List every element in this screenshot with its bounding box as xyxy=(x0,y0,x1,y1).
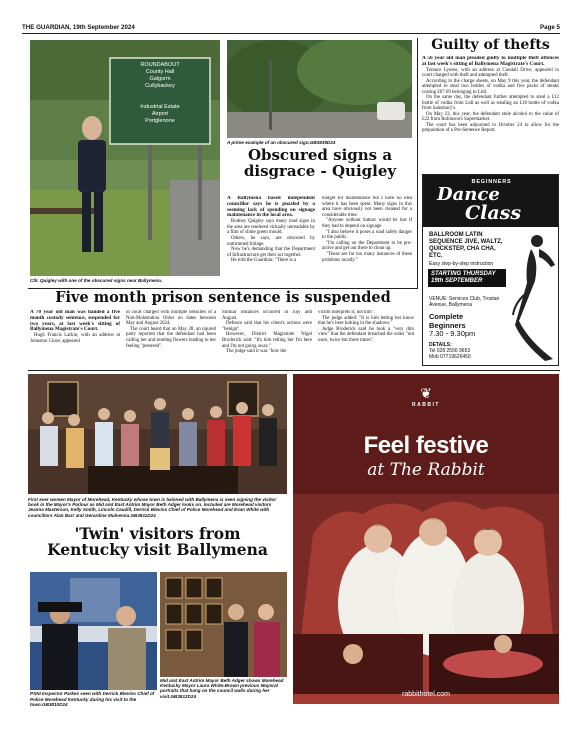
article-paragraph: The court has been adjourned to October 24 to allow for the preparation of a Pre-Sentence Report. xyxy=(422,122,559,134)
sign-line: ROUNDABOUT xyxy=(140,62,180,68)
portraits-photo-illustration xyxy=(160,572,287,677)
sign-text xyxy=(114,62,206,125)
sign-line: Portglenone xyxy=(145,118,175,124)
dance-ad-venue: VENUE: Services Club, Trostan Avenue, Ballymena xyxy=(429,296,500,308)
obscured-col-2 xyxy=(322,196,412,284)
article-paragraph: On the same day, the defendant further attempted to steal a £12 bottle of vodka from Lidl as well as stealing an £18 bottle of vodka from Sainsbury's. xyxy=(422,95,559,112)
dance-ad-styles: BALLROOM LATIN SEQUENCE JIVE, WALTZ, QUICKSTEP, CHA CHA, ETC. xyxy=(429,232,503,259)
obscured-headline: Obscured signs a disgrace - Quigley xyxy=(243,146,397,180)
masthead xyxy=(22,22,560,34)
prison-col-2 xyxy=(126,310,216,370)
dancers-icon xyxy=(509,231,559,365)
prison-headline: Five month prison sentence is suspended xyxy=(55,289,391,306)
rabbit-ad-illustration xyxy=(293,374,559,704)
section-rule xyxy=(28,370,560,371)
sign-line: Industrial Estate xyxy=(140,104,180,110)
psni-photo xyxy=(30,572,157,707)
dance-ad-time: 7.30 - 9.30pm xyxy=(429,329,476,338)
prison-col-1 xyxy=(30,310,120,370)
article-paragraph: "Anyone without Satnav would be lost if they had to depend on signage. xyxy=(322,218,412,229)
dance-ad-title-2: Class xyxy=(465,202,522,224)
article-paragraph: budget for maintenance but I have no idea where it has been spent. Many signs in this area have obviously not been cleaned for a considerable time. xyxy=(322,196,412,218)
quigley-photo-caption: Cllr. Quigley with one of the obscured signs near Ballymena. xyxy=(30,278,163,283)
obscured-sign-photo xyxy=(227,40,412,138)
article-paragraph: A Ballymena based independent councillor says he is puzzled by a seeming lack of spending on signage maintenance in the local area. xyxy=(227,196,315,219)
rabbit-logo xyxy=(293,386,559,408)
article-paragraph: According to the charge sheets, on May 9 this year, the defendant attempted to steal two bottles of vodka and five packs of steaks costing £67.69 belonging to Lidl. xyxy=(422,78,559,95)
dance-ad-easy: Easy step-by-step instruction xyxy=(429,261,494,267)
mayors-parlour-caption: First ever women Mayor of Morehead, Kentucky whose town is twinned with Ballymena is seen signing the visitor book in the Mayor's Parlour as Mid and East Antrim Mayor Beth Adger looks on. Included are Morehead visitors Jeanna Masterson, Kelly Smith, Lincoln Caudill, Derrick Blevins Chief of Police Morehead and Evan White with councillors Alan Barr and Gerardine Mulvenna.GB3811D24 xyxy=(28,497,277,518)
article-paragraph: Rodney Quigley says many road signs in the area are rendered virtually unreadable by a film of slime green mould. xyxy=(227,219,315,236)
mayors-parlour-photo xyxy=(28,374,287,494)
twin-headline: 'Twin' visitors from Kentucky visit Ballymena xyxy=(47,524,268,560)
article-paragraph: The judge said it was "how the xyxy=(226,349,287,355)
group-photo-illustration xyxy=(28,374,287,494)
dance-ad-complete xyxy=(429,313,489,339)
article-paragraph: On May 23, this year, the defendant stole alcohol to the value of £22 from Robinson's Supermarket. xyxy=(422,111,559,123)
obscured-sign-illustration xyxy=(227,40,412,138)
dance-ad-start: STARTING THURSDAY 19th SEPTEMBER xyxy=(428,269,506,287)
prison-col-4 xyxy=(318,310,414,370)
page-number: Page 5 xyxy=(540,24,560,31)
article-paragraph: The court heard that on May 28, an injured party reported that the defendant had been calling her and sending flowers leading to her feeling "pestered". xyxy=(126,326,216,349)
rabbit-ad-line-1: Feel festive xyxy=(363,432,489,459)
sign-line: Airport xyxy=(151,111,169,117)
article-paragraph: He told the Guardian: "There is a xyxy=(231,258,297,264)
dance-ad-mob: Mob 07719626450 xyxy=(429,354,471,360)
rabbit-logo-icon: ❦ xyxy=(420,386,432,402)
article-paragraph: A 56 year old man pleaded guilty to multiple theft offences at last week's sitting of Ballymena Magistrate's Court. xyxy=(422,56,559,67)
dance-class-ad xyxy=(422,174,559,366)
psni-caption: PSNI Inspector Parkes seen with Derrick Blevins Chief of Police Morehead Kentucky during his visit to the town.GB3810D24 xyxy=(30,690,157,707)
sign-line: Cullybackey xyxy=(145,83,175,89)
article-paragraph: A 70 year old man was handed a five month custody sentence, suspended for two years, at last week's sitting of Ballymena Magistrate's Court. xyxy=(30,310,120,333)
article-paragraph: Now he's demanding that the Department of Infrastructure get their act together. xyxy=(227,247,315,258)
thefts-body xyxy=(422,56,559,170)
article-paragraph: However, District Magistrate Nigel Broderick said: "It's him telling her I'm here and I'm not going away." xyxy=(222,332,312,349)
article-paragraph: "I also believe it poses a road safety danger to the public. xyxy=(322,229,412,241)
dance-ad-details-label: DETAILS: xyxy=(429,342,452,348)
thefts-headline: Guilty of thefts xyxy=(431,37,550,53)
article-paragraph: in court charged with multiple breaches of a Non-Molestation Order on dates between May and August 2024. xyxy=(126,310,216,327)
rabbit-hotel-ad xyxy=(293,374,559,704)
sign-line: County Hall xyxy=(145,69,175,75)
rabbit-ad-url[interactable]: rabbithotel.com xyxy=(402,691,450,698)
sign-line: Galgorm xyxy=(149,76,171,82)
masthead-date: THE GUARDIAN, 19th September 2024 xyxy=(22,24,135,31)
rabbit-ad-line-2: at The Rabbit xyxy=(367,460,485,480)
obscured-sign-caption: A prime example of an obscured sign.GB3839D24 xyxy=(227,140,336,145)
article-paragraph: Hugh Francis Larkin, with an address at Johnston Close, appeared xyxy=(30,333,120,344)
psni-photo-illustration xyxy=(30,572,157,707)
article-paragraph: Terence Lyness, with an address at Cundall Drive, appeared in court charged with theft and attempted theft. xyxy=(422,67,559,79)
article-paragraph: "These are far too many instances of these problems locally." xyxy=(322,251,412,263)
article-paragraph: Defence said that his client's actions were "benign". xyxy=(222,321,312,332)
dance-ad-complete-line: Complete Beginners xyxy=(429,312,466,330)
dance-ad-title-1: Dance xyxy=(437,184,500,205)
article-paragraph: victim interprets it, not him". xyxy=(318,310,375,315)
dance-ad-beginners: BEGINNERS xyxy=(471,179,512,185)
dance-ad-details xyxy=(429,342,471,360)
article-paragraph: Others, he says, are obscured by untrimmed foliage. xyxy=(227,235,315,247)
rabbit-logo-name: RABBIT xyxy=(412,402,440,408)
portraits-photo xyxy=(160,572,287,707)
article-paragraph: Judge Broderick said he took a "very dim view" that the defendant breached the order "not once, twice but three times". xyxy=(318,326,414,343)
dance-ad-tel: Tel 028 2556 9653 xyxy=(429,348,471,354)
prison-col-3 xyxy=(222,310,312,370)
article-paragraph: Similar instances occurred in July and August. xyxy=(222,310,312,321)
article-paragraph: The judge added: "It is him letting her know that he's here lurking in the shadows." xyxy=(318,315,414,327)
quigley-photo xyxy=(30,40,220,276)
portraits-caption: Mid and East Antrim Mayor Beth Adger shows Morehead Kentucky Mayor Laura White-Brown previous Mayoral portraits that hang on the council walls during her visit.GB3812D24 xyxy=(160,677,287,707)
article-paragraph: "I'm calling on the Department to be pro-active and get out there to clean up. xyxy=(322,240,412,252)
obscured-col-1 xyxy=(227,196,315,284)
column-rule xyxy=(417,38,418,288)
